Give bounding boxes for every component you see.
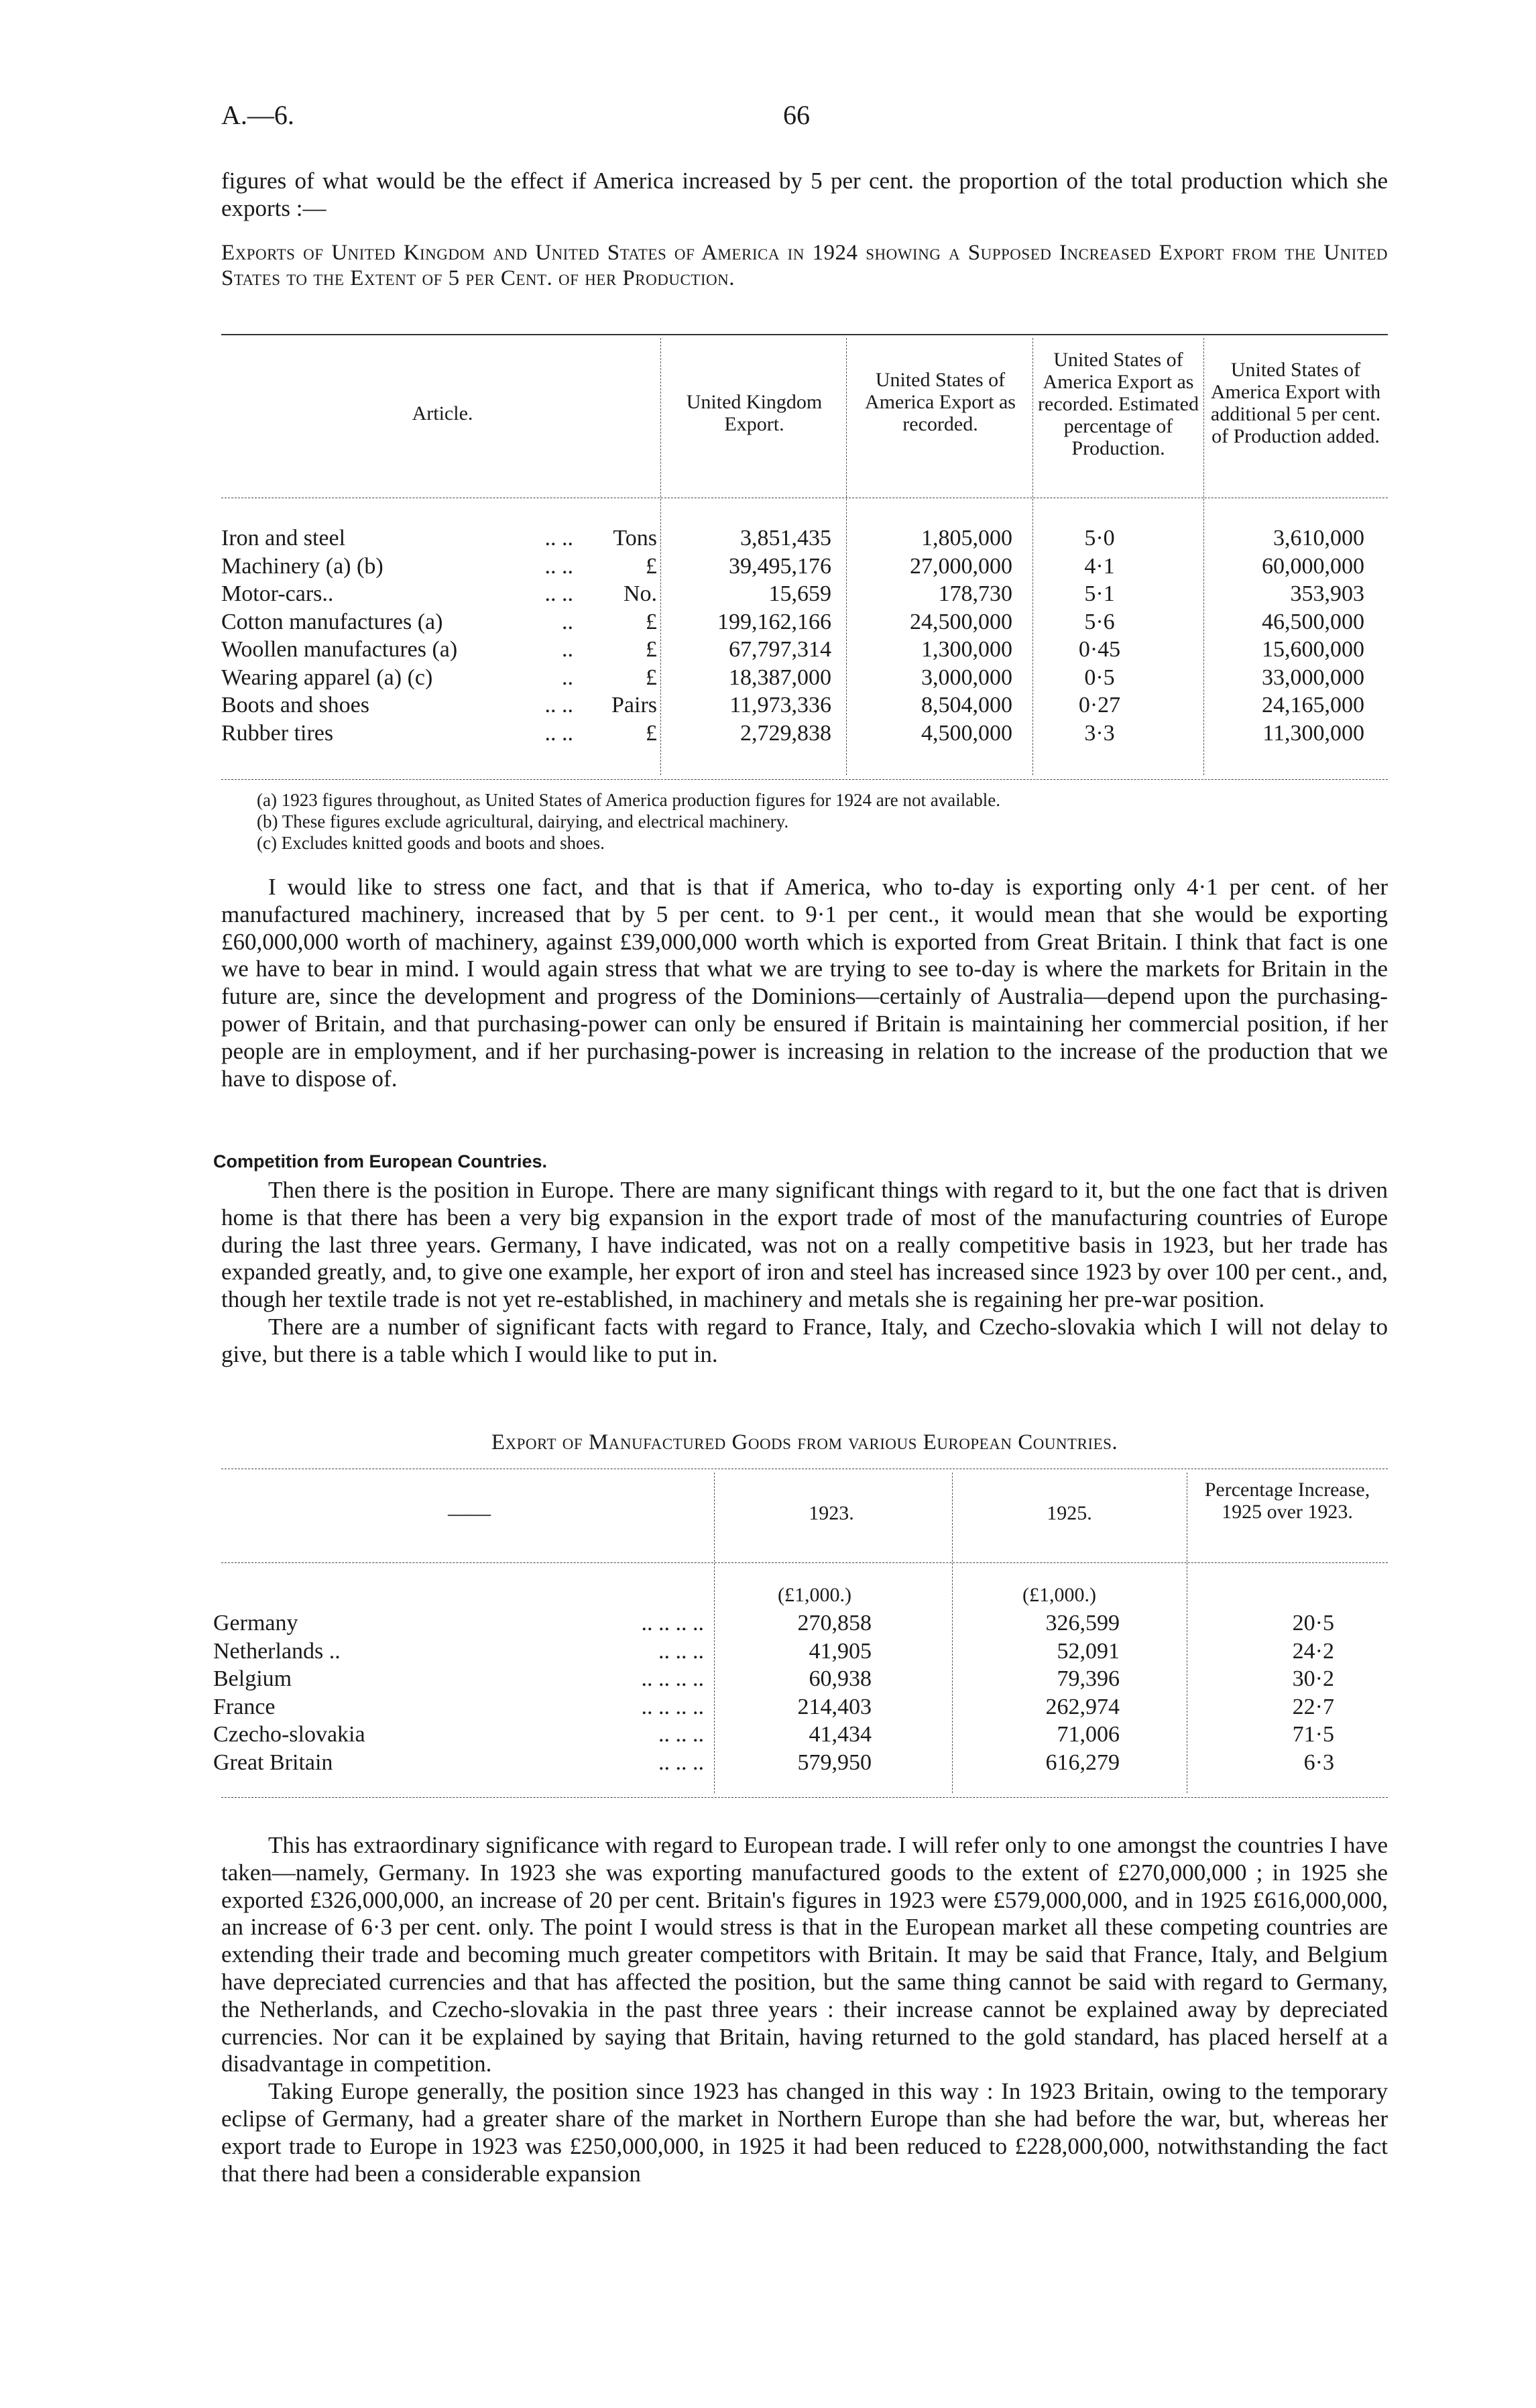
percentage-cell: 5·0 bbox=[1084, 526, 1115, 551]
percentage-cell: 0·45 bbox=[1078, 637, 1121, 662]
unit-cell: £ bbox=[646, 609, 657, 634]
article-cell: Cotton manufactures (a) bbox=[221, 609, 443, 634]
body-paragraph bbox=[221, 1832, 1388, 2187]
table1-vrule bbox=[660, 338, 661, 775]
article-cell: Rubber tires bbox=[221, 720, 334, 746]
us-export-cell: 1,805,000 bbox=[921, 526, 1012, 551]
table1-note: (b) These figures exclude agricultural, dairying, and electrical machinery. bbox=[257, 811, 789, 832]
unit-cell: Tons bbox=[613, 526, 657, 551]
us-added-cell: 3,610,000 bbox=[1273, 526, 1364, 551]
paragraph-text: Taking Europe generally, the position since 1923 has changed in this way : In 1923 Britain, owing to the temporary eclipse of Germany, had a greater share of the market in Northern Europe than she had before the war, but, whereas her export trade to Europe in 1923 was £250,000,000, in 1925 it had been reduced to £228,000,000, notwithstanding the fact that there had been a considerable expansion bbox=[221, 2078, 1388, 2187]
percentage-cell: 0·27 bbox=[1078, 693, 1121, 718]
article-cell: Boots and shoes bbox=[221, 693, 369, 718]
intro-paragraph: figures of what would be the effect if America increased by 5 per cent. the proportion of the total production which she exports :— bbox=[221, 168, 1388, 221]
value-1925-cell: 52,091 bbox=[1057, 1638, 1120, 1664]
country-cell: Belgium bbox=[213, 1666, 292, 1691]
uk-export-cell: 11,973,336 bbox=[729, 693, 831, 718]
us-added-cell: 15,600,000 bbox=[1262, 637, 1364, 662]
percentage-cell: 5·1 bbox=[1084, 581, 1115, 606]
table2-col-percentage: Percentage Increase, 1925 over 1923. bbox=[1204, 1479, 1370, 1523]
paragraph-text: There are a number of significant facts with regard to France, Italy, and Czecho-slovakia which I will not delay to give, but there is a table which I would like to put in. bbox=[221, 1313, 1388, 1367]
uk-export-cell: 3,851,435 bbox=[740, 526, 831, 551]
value-1925-cell: 262,974 bbox=[1045, 1694, 1120, 1719]
us-added-cell: 33,000,000 bbox=[1262, 665, 1364, 690]
value-1923-cell: 270,858 bbox=[797, 1611, 872, 1636]
percentage-cell: 30·2 bbox=[1292, 1666, 1334, 1691]
leader-dots: .. bbox=[562, 637, 573, 662]
unit-cell: £ bbox=[646, 720, 657, 746]
leader-dots: .. .. bbox=[544, 720, 573, 746]
table2-col-1923: 1923. bbox=[809, 1502, 854, 1524]
unit-cell: No. bbox=[623, 581, 657, 606]
leader-dots: .. bbox=[562, 665, 573, 690]
country-cell: Czecho-slovakia bbox=[213, 1722, 365, 1747]
uk-export-cell: 15,659 bbox=[768, 581, 831, 606]
table1-col-article: Article. bbox=[412, 402, 473, 424]
leader-dots: .. .. bbox=[544, 581, 573, 606]
table2-caption: Export of Manufactured Goods from various European Countries. bbox=[491, 1430, 1118, 1454]
article-cell: Wearing apparel (a) (c) bbox=[221, 665, 433, 690]
us-export-cell: 24,500,000 bbox=[910, 609, 1012, 634]
percentage-cell: 24·2 bbox=[1292, 1638, 1334, 1664]
country-cell: Great Britain bbox=[213, 1750, 333, 1775]
leader-dots: .. .. .. .. bbox=[641, 1611, 704, 1636]
body-paragraph bbox=[221, 874, 1388, 1092]
paragraph-text: This has extraordinary significance with regard to European trade. I will refer only to one amongst the countries I have taken—namely, Germany. In 1923 she was exporting manufactured goods to the extent of £270,000,000 ; in 1925 she exported £326,000,000, an increase of 20 per cent. Britain's figures in 1923 were £579,000,000, and in 1925 £616,000,000, an increase of 6·3 per cent. only. The point I would stress is that in the European market all these competing countries are extending their trade and becoming much greater competitors with Britain. It may be said that France, Italy, and Belgium have depreciated currencies and that has affected the position, but the same thing cannot be said with regard to Germany, the Netherlands, and Czecho-slovakia in the past three years : their increase cannot be explained away by depreciated currencies. Nor can it be explained by saying that Britain, having returned to the gold standard, has placed herself at a disadvantage in competition. bbox=[221, 1832, 1388, 2077]
us-export-cell: 1,300,000 bbox=[921, 637, 1012, 662]
value-1923-cell: 60,938 bbox=[809, 1666, 872, 1691]
percentage-cell: 3·3 bbox=[1084, 720, 1115, 746]
table2-bottom-rule bbox=[221, 1797, 1388, 1798]
leader-dots: .. .. bbox=[544, 553, 573, 579]
table2-vrule bbox=[714, 1473, 715, 1793]
unit-cell: Pairs bbox=[611, 693, 657, 718]
country-cell: Germany bbox=[213, 1611, 298, 1636]
article-cell: Woollen manufactures (a) bbox=[221, 637, 458, 662]
unit-cell: £ bbox=[646, 637, 657, 662]
article-cell: Motor-cars.. bbox=[221, 581, 334, 606]
table2-unit-1925: (£1,000.) bbox=[1022, 1584, 1096, 1606]
table1-col-uk: United Kingdom Export. bbox=[686, 391, 823, 435]
percentage-cell: 71·5 bbox=[1292, 1722, 1334, 1747]
table1-col-us-additional: United States of America Export with additional 5 per cent. of Production added. bbox=[1210, 359, 1381, 447]
country-cell: Netherlands .. bbox=[213, 1638, 341, 1664]
percentage-cell: 5·6 bbox=[1084, 609, 1115, 634]
uk-export-cell: 67,797,314 bbox=[729, 637, 831, 662]
percentage-cell: 20·5 bbox=[1292, 1611, 1334, 1636]
value-1925-cell: 79,396 bbox=[1057, 1666, 1120, 1691]
uk-export-cell: 199,162,166 bbox=[717, 609, 831, 634]
document-reference: A.—6. bbox=[221, 100, 294, 130]
table2-unit-1923: (£1,000.) bbox=[778, 1584, 851, 1606]
table1-caption: Exports of United Kingdom and United States of America in 1924 showing a Supposed Increased Export from the United States to the Extent of 5 per Cent. of her Production. bbox=[221, 241, 1388, 290]
unit-cell: £ bbox=[646, 553, 657, 579]
uk-export-cell: 18,387,000 bbox=[729, 665, 831, 690]
leader-dots: .. .. .. .. bbox=[641, 1694, 704, 1719]
article-cell: Machinery (a) (b) bbox=[221, 553, 383, 579]
table1-bottom-rule bbox=[221, 779, 1388, 780]
section-subheading: Competition from European Countries. bbox=[213, 1151, 548, 1171]
value-1923-cell: 214,403 bbox=[797, 1694, 872, 1719]
table1-col-us-export: United States of America Export as recorded. bbox=[865, 369, 1016, 435]
leader-dots: .. .. bbox=[544, 693, 573, 718]
us-added-cell: 353,903 bbox=[1290, 581, 1364, 606]
unit-cell: £ bbox=[646, 665, 657, 690]
us-added-cell: 60,000,000 bbox=[1262, 553, 1364, 579]
leader-dots: .. .. .. .. bbox=[641, 1666, 704, 1691]
us-added-cell: 46,500,000 bbox=[1262, 609, 1364, 634]
us-export-cell: 3,000,000 bbox=[921, 665, 1012, 690]
table1-note: (c) Excludes knitted goods and boots and shoes. bbox=[257, 833, 605, 853]
paragraph-text: I would like to stress one fact, and that is that if America, who to-day is exporting only 4·1 per cent. of her manufactured machinery, increased that by 5 per cent. to 9·1 per cent., it would mean that she would be exporting £60,000,000 worth of machinery, against £39,000,000 worth which is exported from Great Britain. I think that fact is one we have to bear in mind. I would again stress that what we are trying to see to-day is where the markets for Britain in the future are, since the development and progress of the Dominions—certainly of Australia—depend upon the purchasing-power of Britain, and that purchasing-power can only be ensured if Britain is maintaining her commercial position, if her people are in employment, and if her purchasing-power is increasing in relation to the increase of the production that we have to dispose of. bbox=[221, 874, 1388, 1092]
leader-dots: .. .. .. bbox=[658, 1722, 704, 1747]
value-1925-cell: 71,006 bbox=[1057, 1722, 1120, 1747]
page-number: 66 bbox=[783, 100, 810, 130]
paragraph-text: Then there is the position in Europe. There are many significant things with regard to it, but the one fact that is driven home is that there has been a very big expansion in the export trade of most of the manufacturing countries of Europe during the last three years. Germany, I have indicated, was not on a really competitive basis in 1923, but her trade has expanded greatly, and, to give one example, her export of iron and steel has increased since 1923 by over 100 per cent., and, though her textile trade is not yet re-established, in machinery and metals she is regaining her pre-war position. bbox=[221, 1177, 1388, 1313]
table2-col-1925: 1925. bbox=[1047, 1502, 1092, 1524]
article-cell: Iron and steel bbox=[221, 526, 346, 551]
us-export-cell: 178,730 bbox=[938, 581, 1012, 606]
percentage-cell: 22·7 bbox=[1292, 1694, 1334, 1719]
leader-dots: .. .. .. bbox=[658, 1750, 704, 1775]
us-export-cell: 4,500,000 bbox=[921, 720, 1012, 746]
leader-dots: .. .. .. bbox=[658, 1638, 704, 1664]
table2-vrule bbox=[952, 1473, 953, 1793]
table1-note: (a) 1923 figures throughout, as United States of America production figures for 1924 are not available. bbox=[257, 790, 1000, 810]
value-1923-cell: 41,434 bbox=[809, 1722, 872, 1747]
us-added-cell: 24,165,000 bbox=[1262, 693, 1364, 718]
table1-vrule bbox=[846, 338, 847, 775]
us-added-cell: 11,300,000 bbox=[1262, 720, 1364, 746]
leader-dots: .. bbox=[562, 609, 573, 634]
value-1925-cell: 326,599 bbox=[1045, 1611, 1120, 1636]
table1-top-rule bbox=[221, 334, 1388, 335]
value-1925-cell: 616,279 bbox=[1045, 1750, 1120, 1775]
body-paragraph bbox=[221, 1177, 1388, 1369]
table1-vrule bbox=[1203, 338, 1204, 775]
uk-export-cell: 2,729,838 bbox=[740, 720, 831, 746]
table1-vrule bbox=[1032, 338, 1033, 775]
table2-col-country: —— bbox=[448, 1501, 491, 1525]
value-1923-cell: 579,950 bbox=[797, 1750, 872, 1775]
uk-export-cell: 39,495,176 bbox=[729, 553, 831, 579]
percentage-cell: 0·5 bbox=[1084, 665, 1115, 690]
percentage-cell: 6·3 bbox=[1303, 1750, 1334, 1775]
percentage-cell: 4·1 bbox=[1084, 553, 1115, 579]
table1-col-us-percentage: United States of America Export as recorded. Estimated percentage of Production. bbox=[1038, 349, 1199, 459]
leader-dots: .. .. bbox=[544, 526, 573, 551]
value-1923-cell: 41,905 bbox=[809, 1638, 872, 1664]
country-cell: France bbox=[213, 1694, 276, 1719]
us-export-cell: 27,000,000 bbox=[910, 553, 1012, 579]
us-export-cell: 8,504,000 bbox=[921, 693, 1012, 718]
table2-header-rule bbox=[221, 1562, 1388, 1563]
